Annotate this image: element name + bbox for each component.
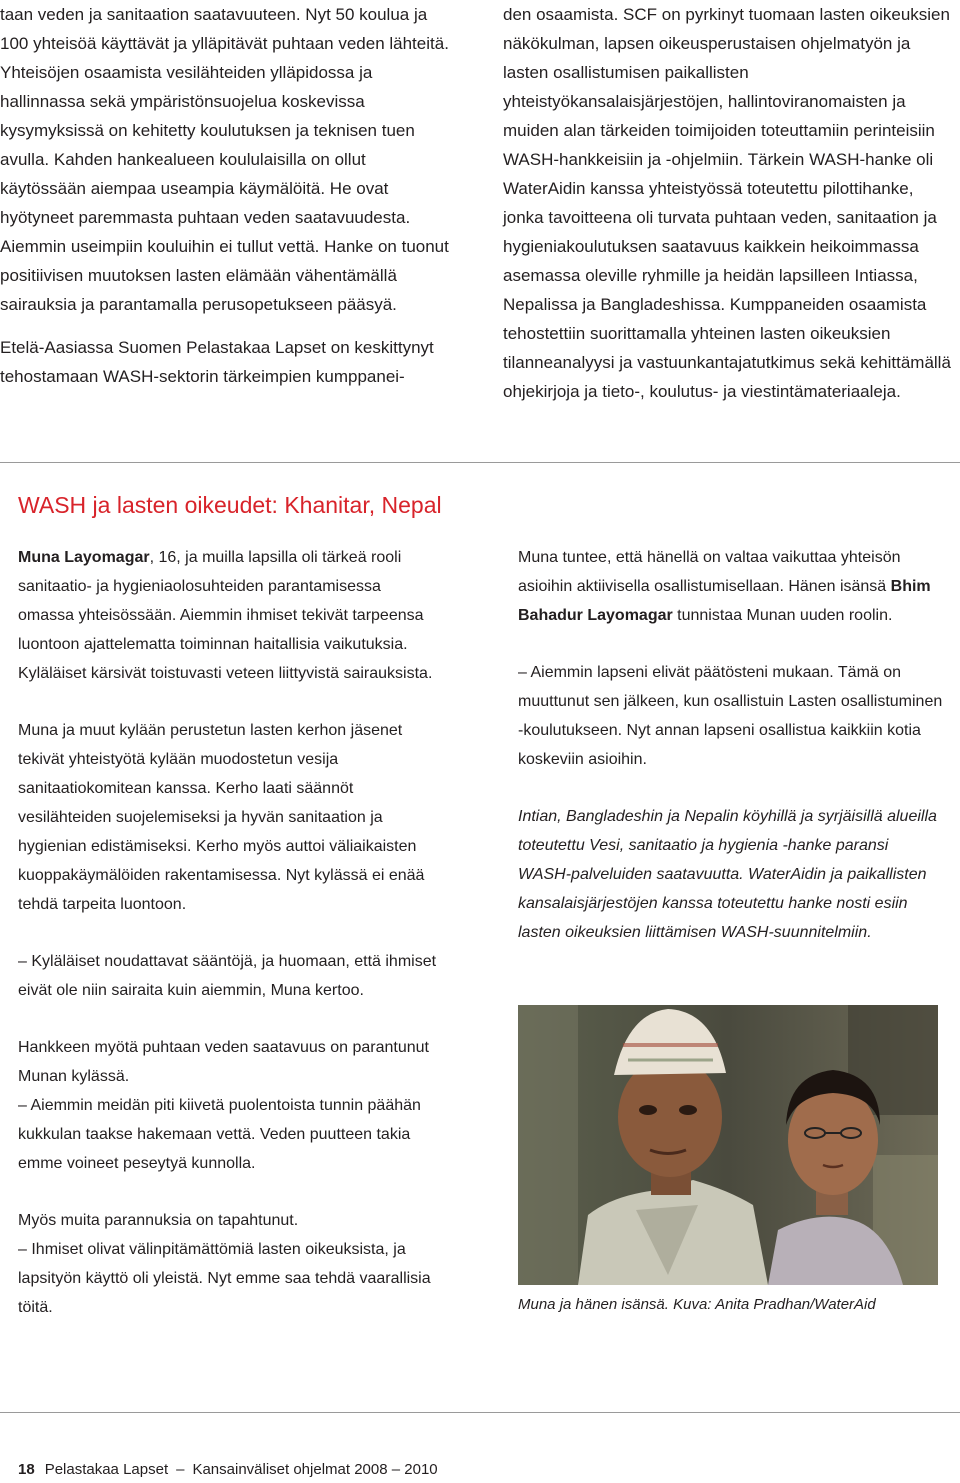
left-column — [0, 0, 455, 391]
case-box-title: WASH ja lasten oikeudet: Khanitar, Nepal — [18, 492, 442, 518]
photo-muna-and-father — [518, 1005, 938, 1285]
case-paragraph-3: Hankkeen myötä puhtaan veden saatavuus on parantunut Munan kylässä. — [18, 1039, 429, 1085]
footer-separator: – — [176, 1461, 185, 1478]
photo-caption: Muna ja hänen isänsä. Kuva: Anita Pradhan/WaterAid — [518, 1296, 876, 1313]
case-paragraph-4: Myös muita parannuksia on tapahtunut. — [18, 1212, 299, 1229]
right-paragraph-1: den osaamista. SCF on pyrkinyt tuomaan lasten oikeuksien näkökulman, lapsen oikeusperustaisen ohjelmatyön ja lasten osallistumisen paikallisten yhteistyökansalaisjärjestöjen, hallintoviranomaisten ja muiden alan tärkeiden toimijoiden toteuttamiin perinteisiin WASH-hankkeisiin ja -ohjelmiin. Tärkein WASH-hanke oli WaterAidin kanssa yhteistyössä toteutettu pilottihanke, jonka tavoitteena oli turvata puhtaan veden, sanitaation ja hygieniakoulutuksen saatavuus kaikkein heikoimmassa asemassa oleville ryhmille ja heidän lapsilleen Intiassa, Nepalissa ja Bangladeshissa. Kumppaneiden osaamista tehostettiin suorittamalla yhteinen lasten oikeuksien tilanneanalyysi ja vastuunkantajatutkimus sekä kehittämällä ohjekirjoja ja tieto-, koulutus- ja viestintämateriaaleja. — [503, 5, 951, 401]
right-column — [503, 0, 955, 406]
left-paragraph-1: taan veden ja sanitaation saatavuuteen. Nyt 50 koulua ja 100 yhteisöä käyttävät ja ylläpitävät puhtaan veden lähteitä. Yhteisöjen osaamista vesilähteiden ylläpidossa ja hallinnassa sekä ympäristönsuojelua koskevissa kysymyksissä on kehitetty koulutuksen ja teknisen tuen avulla. Kahden hankealueen koululaisilla on ollut käytössään aiempaa useampia käymälöitä. He ovat hyötyneet paremmasta puhtaan veden saatavuudesta. Aiemmin useimpiin kouluihin ei tullut vettä. Hanke on tuonut positiivisen muutoksen lasten elämään vähentämällä sairauksia ja parantamalla perusopetukseen pääsyä. — [0, 5, 449, 314]
case-paragraph-2: Muna ja muut kylään perustetun lasten kerhon jäsenet tekivät yhteistyötä kylään muodostetun vesija sanitaatiokomitean kanssa. Kerho laati säännöt vesilähteiden suojelemiseksi ja hyvän sanitaation ja hygienian edistämiseksi. Kerho myös auttoi väliaikaisten kuoppakäymälöiden rakentamisessa. Nyt kylässä ei enää tehdä tarpeita luontoon. — [18, 722, 425, 913]
case-paragraph-5: Muna tuntee, että hänellä on valtaa vaikuttaa yhteisön asioihin aktiivisella osallistumisellaan. Hänen isänsä Bhim Bahadur Layomagar tunnistaa Munan uuden roolin. — [518, 549, 931, 624]
case-quote-2: – Aiemmin meidän piti kiivetä puolentoista tunnin päähän kukkulan taakse hakemaan vettä. Veden puutteen takia emme voineet peseytyä kunnolla. — [18, 1097, 421, 1172]
case-quote-4: – Aiemmin lapseni elivät päätösteni mukaan. Tämä on muuttunut sen jälkeen, kun osallistuin Lasten osallistuminen -koulutukseen. Nyt annan lapseni osallistua kaikkiin kotia koskeviin asioihin. — [518, 664, 943, 768]
case-quote-1: – Kyläläiset noudattavat sääntöjä, ja huomaan, että ihmiset eivät ole niin sairaita kuin aiemmin, Muna kertoo. — [18, 953, 437, 999]
publisher-name: Pelastakaa Lapset — [44, 1461, 169, 1478]
case-right-column — [518, 543, 943, 947]
person-name-bhim: Bhim Bahadur Layomagar — [518, 578, 931, 624]
case-summary: Intian, Bangladeshin ja Nepalin köyhillä ja syrjäisillä alueilla toteutettu Vesi, sanitaatio ja hygienia -hanke paransi WASH-palveluiden saatavuutta. WaterAidin ja paikallisten kansalaisjärjestöjen kanssa toteutettu hanke nosti esiin lasten oikeuksien liittämisen WASH-suunnitelmiin. — [518, 808, 937, 941]
page-footer — [18, 1461, 438, 1478]
page-number: 18 — [18, 1461, 35, 1478]
section-divider-bottom — [0, 1412, 960, 1413]
case-left-column — [18, 543, 438, 1322]
case-quote-3: – Ihmiset olivat välinpitämättömiä lasten oikeuksista, ja lapsityön käyttö oli yleistä. Nyt emme saa tehdä vaarallisia töitä. — [18, 1241, 431, 1316]
section-divider-top — [0, 462, 960, 463]
left-paragraph-2: Etelä-Aasiassa Suomen Pelastakaa Lapset on keskittynyt tehostamaan WASH-sektorin tärkeimpien kumppanei- — [0, 338, 434, 386]
case-paragraph-1: Muna Layomagar, 16, ja muilla lapsilla oli tärkeä rooli sanitaatio- ja hygieniaolosuhteiden parantamisessa omassa yhteisössään. Aiemmin ihmiset tekivät tarpeensa luontoon ajattelematta toiminnan haitallisia vaikutuksia. Kyläläiset kärsivät toistuvasti veteen liittyvistä sairauksista. — [18, 549, 433, 682]
report-title: Kansainväliset ohjelmat 2008 – 2010 — [192, 1461, 438, 1478]
person-name-muna: Muna Layomagar — [18, 549, 150, 566]
